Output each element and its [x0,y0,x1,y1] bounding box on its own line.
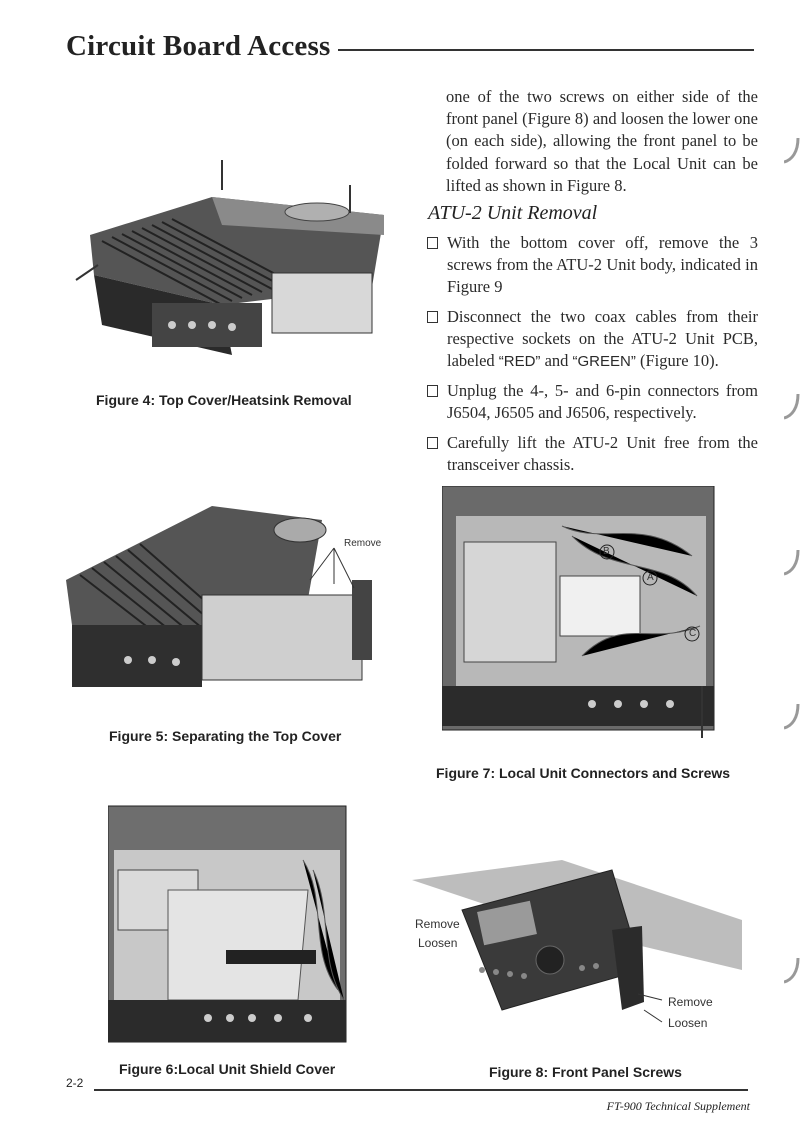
figure-5-photo [62,500,382,700]
figure-8-photo [412,850,752,1040]
figure-4-caption: Figure 4: Top Cover/Heatsink Removal [96,392,352,408]
title-rule [338,49,754,51]
step-text: (Figure 10). [635,351,719,371]
step-text: Disconnect the two coax cables from their respective sockets on the ATU-2 Unit PCB, labeled [447,306,758,371]
figure-7-marker-a: A [647,572,654,583]
figure-5-caption: Figure 5: Separating the Top Cover [109,728,342,744]
step-list [426,232,758,483]
figure-5-callout: Remove [344,538,382,549]
checkbox-icon [427,237,438,249]
figure-8-right-loosen: Loosen [668,1016,708,1030]
figure-6-caption: Figure 6:Local Unit Shield Cover [119,1061,336,1077]
figure-8-left-remove: Remove [415,917,460,931]
step-text: Unplug the 4-, 5- and 6-pin connectors from J6504, J6505 and J6506, respectively. [447,381,758,423]
figure-7-photo [442,486,718,742]
figure-7-marker-b: B [603,546,610,557]
checkbox-icon [427,311,438,323]
figure-8-left-loosen: Loosen [418,936,458,950]
figure-8-right-remove: Remove [668,995,713,1009]
figure-4-photo [72,155,392,365]
page-tab-mark [784,392,802,422]
figure-8-caption: Figure 8: Front Panel Screws [489,1064,682,1080]
label-red: “RED” [498,353,541,371]
page-tab-mark [784,548,802,578]
page-tab-mark [784,956,802,986]
step-item [426,432,758,476]
step-item [426,306,758,374]
page-tab-mark [784,136,802,166]
checkbox-icon [427,437,438,449]
step-text: Carefully lift the ATU-2 Unit free from the transceiver chassis. [447,432,758,474]
page-title: Circuit Board Access [66,30,331,62]
figure-6-photo [108,800,348,1050]
step-item [426,380,758,424]
intro-paragraph: one of the two screws on either side of the front panel (Figure 8) and loosen the lower one (on each side), allowing the front panel to be folded forward so that the Local Unit can be lifted as shown in Figure 8. [446,87,758,195]
step-text: and [540,351,573,371]
document-title: FT-900 Technical Supplement [606,1099,750,1113]
figure-7-caption: Figure 7: Local Unit Connectors and Screws [436,765,731,781]
page-number: 2-2 [66,1076,84,1090]
step-item [426,232,758,299]
step-text: With the bottom cover off, remove the 3 screws from the ATU-2 Unit body, indicated in Figure 9 [447,233,758,297]
footer-rule [94,1089,748,1091]
checkbox-icon [427,385,438,397]
label-green: “GREEN” [572,353,636,371]
page-tab-mark [784,702,802,732]
figure-7-marker-c: C [689,628,697,639]
section-heading: ATU-2 Unit Removal [428,202,598,224]
